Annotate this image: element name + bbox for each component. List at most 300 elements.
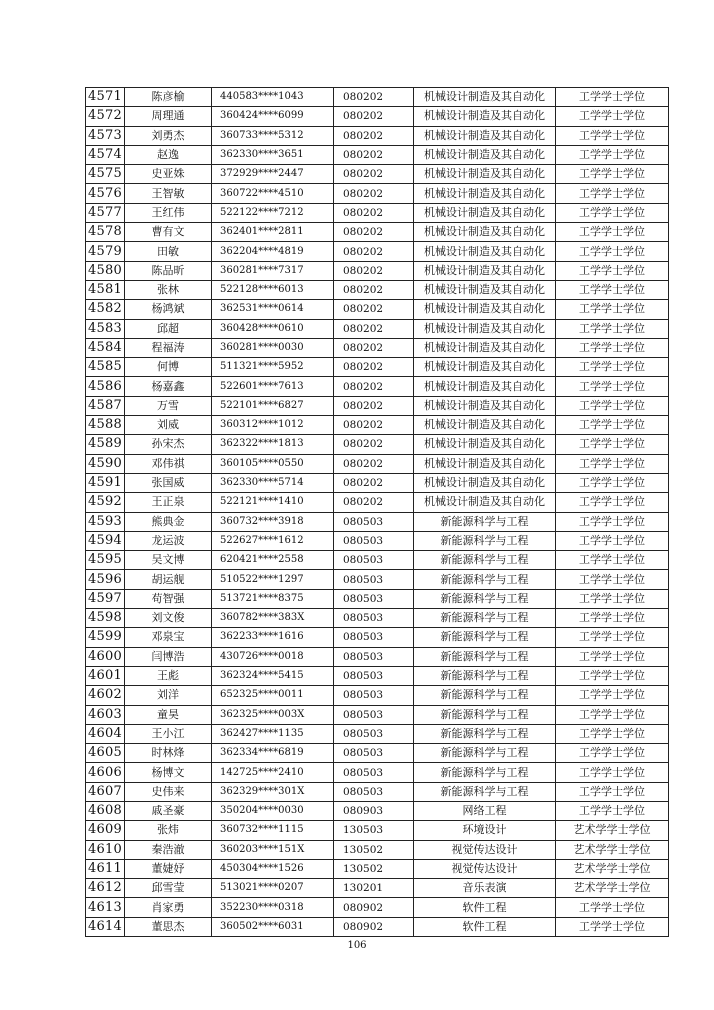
major-code: 080202 (334, 165, 414, 184)
degree-type: 工学学士学位 (556, 647, 669, 666)
student-name: 王红伟 (125, 203, 212, 222)
degree-type: 工学学士学位 (556, 261, 669, 280)
degree-type: 工学学士学位 (556, 763, 669, 782)
major-code: 080202 (334, 338, 414, 357)
student-name: 苟智强 (125, 589, 212, 608)
id-number: 362334****6819 (212, 744, 334, 763)
degree-type: 艺术学学士学位 (556, 840, 669, 859)
table-row (86, 377, 669, 396)
major-name: 新能源科学与工程 (414, 512, 556, 531)
major-code: 080202 (334, 454, 414, 473)
student-name: 龙运波 (125, 531, 212, 550)
major-code: 080202 (334, 223, 414, 242)
id-number: 360722****4510 (212, 184, 334, 203)
table-row (86, 88, 669, 107)
degree-type: 工学学士学位 (556, 512, 669, 531)
id-number: 440583****1043 (212, 88, 334, 107)
table-row (86, 724, 669, 743)
table-row (86, 165, 669, 184)
major-code: 080903 (334, 801, 414, 820)
major-name: 新能源科学与工程 (414, 531, 556, 550)
row-number: 4612 (86, 879, 125, 898)
row-number: 4571 (86, 88, 125, 107)
row-number: 4597 (86, 589, 125, 608)
degree-type: 工学学士学位 (556, 473, 669, 492)
student-name: 刘文俊 (125, 609, 212, 628)
table-row (86, 821, 669, 840)
id-number: 362329****301X (212, 782, 334, 801)
student-name: 邓泉宝 (125, 628, 212, 647)
degree-type: 工学学士学位 (556, 898, 669, 917)
table-row (86, 705, 669, 724)
row-number: 4598 (86, 609, 125, 628)
row-number: 4604 (86, 724, 125, 743)
major-code: 080202 (334, 377, 414, 396)
major-name: 新能源科学与工程 (414, 628, 556, 647)
major-name: 音乐表演 (414, 879, 556, 898)
table-row (86, 300, 669, 319)
major-name: 机械设计制造及其自动化 (414, 435, 556, 454)
major-code: 130201 (334, 879, 414, 898)
major-code: 080503 (334, 744, 414, 763)
major-name: 机械设计制造及其自动化 (414, 493, 556, 512)
major-name: 机械设计制造及其自动化 (414, 165, 556, 184)
degree-type: 工学学士学位 (556, 126, 669, 145)
major-code: 130502 (334, 859, 414, 878)
major-name: 机械设计制造及其自动化 (414, 203, 556, 222)
table-row (86, 184, 669, 203)
major-code: 130502 (334, 840, 414, 859)
major-name: 视觉传达设计 (414, 859, 556, 878)
row-number: 4596 (86, 570, 125, 589)
id-number: 362531****0614 (212, 300, 334, 319)
id-number: 522101****6827 (212, 396, 334, 415)
major-code: 080902 (334, 917, 414, 936)
row-number: 4585 (86, 358, 125, 377)
id-number: 360424****6099 (212, 107, 334, 126)
major-code: 080202 (334, 435, 414, 454)
table-body (86, 88, 669, 937)
degree-type: 工学学士学位 (556, 377, 669, 396)
degree-type: 工学学士学位 (556, 300, 669, 319)
major-code: 080202 (334, 203, 414, 222)
major-name: 新能源科学与工程 (414, 782, 556, 801)
student-name: 杨鸿斌 (125, 300, 212, 319)
major-code: 080503 (334, 512, 414, 531)
row-number: 4575 (86, 165, 125, 184)
degree-type: 工学学士学位 (556, 666, 669, 685)
id-number: 510522****1297 (212, 570, 334, 589)
row-number: 4576 (86, 184, 125, 203)
row-number: 4589 (86, 435, 125, 454)
major-code: 080202 (334, 145, 414, 164)
row-number: 4608 (86, 801, 125, 820)
degree-type: 工学学士学位 (556, 705, 669, 724)
student-name: 程福涛 (125, 338, 212, 357)
table-row (86, 435, 669, 454)
major-code: 080503 (334, 628, 414, 647)
major-code: 080202 (334, 261, 414, 280)
table-row (86, 396, 669, 415)
id-number: 362401****2811 (212, 223, 334, 242)
table-row (86, 551, 669, 570)
degree-type: 工学学士学位 (556, 589, 669, 608)
degree-type: 工学学士学位 (556, 107, 669, 126)
id-number: 522121****1410 (212, 493, 334, 512)
major-name: 机械设计制造及其自动化 (414, 358, 556, 377)
id-number: 362324****5415 (212, 666, 334, 685)
major-name: 新能源科学与工程 (414, 609, 556, 628)
row-number: 4591 (86, 473, 125, 492)
major-name: 机械设计制造及其自动化 (414, 280, 556, 299)
id-number: 362427****1135 (212, 724, 334, 743)
student-name: 刘勇杰 (125, 126, 212, 145)
major-name: 环境设计 (414, 821, 556, 840)
major-code: 080902 (334, 898, 414, 917)
table-row (86, 666, 669, 685)
major-name: 机械设计制造及其自动化 (414, 416, 556, 435)
id-number: 360732****1115 (212, 821, 334, 840)
id-number: 372929****2447 (212, 165, 334, 184)
degree-type: 工学学士学位 (556, 782, 669, 801)
student-name: 杨博文 (125, 763, 212, 782)
row-number: 4594 (86, 531, 125, 550)
major-name: 机械设计制造及其自动化 (414, 145, 556, 164)
id-number: 513021****0207 (212, 879, 334, 898)
table-row (86, 223, 669, 242)
major-name: 机械设计制造及其自动化 (414, 184, 556, 203)
student-name: 肖家勇 (125, 898, 212, 917)
row-number: 4579 (86, 242, 125, 261)
student-name: 时林烽 (125, 744, 212, 763)
student-name: 胡运舰 (125, 570, 212, 589)
major-code: 080503 (334, 705, 414, 724)
id-number: 350204****0030 (212, 801, 334, 820)
degree-type: 工学学士学位 (556, 454, 669, 473)
student-name: 曹有文 (125, 223, 212, 242)
row-number: 4587 (86, 396, 125, 415)
row-number: 4600 (86, 647, 125, 666)
degree-type: 工学学士学位 (556, 165, 669, 184)
id-number: 362330****3651 (212, 145, 334, 164)
major-name: 机械设计制造及其自动化 (414, 338, 556, 357)
table-row (86, 242, 669, 261)
row-number: 4601 (86, 666, 125, 685)
id-number: 360281****0030 (212, 338, 334, 357)
major-name: 机械设计制造及其自动化 (414, 377, 556, 396)
degree-type: 工学学士学位 (556, 609, 669, 628)
id-number: 430726****0018 (212, 647, 334, 666)
major-code: 080503 (334, 647, 414, 666)
student-name: 闫博浩 (125, 647, 212, 666)
row-number: 4606 (86, 763, 125, 782)
degree-type: 工学学士学位 (556, 319, 669, 338)
id-number: 511321****5952 (212, 358, 334, 377)
id-number: 652325****0011 (212, 686, 334, 705)
major-name: 网络工程 (414, 801, 556, 820)
row-number: 4610 (86, 840, 125, 859)
major-code: 080503 (334, 570, 414, 589)
major-name: 新能源科学与工程 (414, 570, 556, 589)
id-number: 620421****2558 (212, 551, 334, 570)
major-code: 080503 (334, 609, 414, 628)
table-row (86, 801, 669, 820)
student-name: 刘洋 (125, 686, 212, 705)
degree-type: 工学学士学位 (556, 338, 669, 357)
student-name: 史伟来 (125, 782, 212, 801)
table-row (86, 261, 669, 280)
degree-type: 工学学士学位 (556, 242, 669, 261)
table-row (86, 570, 669, 589)
row-number: 4611 (86, 859, 125, 878)
id-number: 360312****1012 (212, 416, 334, 435)
major-code: 080503 (334, 589, 414, 608)
major-name: 软件工程 (414, 898, 556, 917)
table-row (86, 628, 669, 647)
major-code: 080202 (334, 300, 414, 319)
table-row (86, 840, 669, 859)
degree-type: 工学学士学位 (556, 744, 669, 763)
degree-type: 艺术学学士学位 (556, 821, 669, 840)
student-name: 王正泉 (125, 493, 212, 512)
row-number: 4577 (86, 203, 125, 222)
table-row (86, 686, 669, 705)
degree-type: 工学学士学位 (556, 184, 669, 203)
id-number: 522601****7613 (212, 377, 334, 396)
major-name: 机械设计制造及其自动化 (414, 300, 556, 319)
table-row (86, 473, 669, 492)
major-name: 机械设计制造及其自动化 (414, 126, 556, 145)
row-number: 4582 (86, 300, 125, 319)
row-number: 4593 (86, 512, 125, 531)
table-row (86, 203, 669, 222)
student-name: 王小江 (125, 724, 212, 743)
student-name: 赵逸 (125, 145, 212, 164)
student-name: 何博 (125, 358, 212, 377)
table-row (86, 609, 669, 628)
student-name: 邓伟祺 (125, 454, 212, 473)
degree-type: 工学学士学位 (556, 280, 669, 299)
table-row (86, 493, 669, 512)
degree-type: 艺术学学士学位 (556, 859, 669, 878)
student-name: 万雪 (125, 396, 212, 415)
student-name: 田敏 (125, 242, 212, 261)
id-number: 360281****7317 (212, 261, 334, 280)
degree-type: 工学学士学位 (556, 531, 669, 550)
degree-type: 工学学士学位 (556, 358, 669, 377)
row-number: 4581 (86, 280, 125, 299)
degree-type: 工学学士学位 (556, 628, 669, 647)
major-code: 080202 (334, 126, 414, 145)
id-number: 360105****0550 (212, 454, 334, 473)
major-code: 080202 (334, 396, 414, 415)
row-number: 4592 (86, 493, 125, 512)
row-number: 4588 (86, 416, 125, 435)
major-code: 080202 (334, 88, 414, 107)
degree-type: 工学学士学位 (556, 223, 669, 242)
degree-type: 工学学士学位 (556, 917, 669, 936)
student-name: 张国威 (125, 473, 212, 492)
id-number: 362322****1813 (212, 435, 334, 454)
student-name: 史亚姝 (125, 165, 212, 184)
major-code: 080202 (334, 107, 414, 126)
degree-type: 工学学士学位 (556, 570, 669, 589)
id-number: 522627****1612 (212, 531, 334, 550)
table-row (86, 763, 669, 782)
table-row (86, 454, 669, 473)
student-name: 吴文博 (125, 551, 212, 570)
table-row (86, 859, 669, 878)
row-number: 4605 (86, 744, 125, 763)
row-number: 4573 (86, 126, 125, 145)
table-row (86, 145, 669, 164)
id-number: 360203****151X (212, 840, 334, 859)
id-number: 362325****003X (212, 705, 334, 724)
student-name: 周理通 (125, 107, 212, 126)
student-name: 张炜 (125, 821, 212, 840)
major-code: 080503 (334, 666, 414, 685)
id-number: 522122****7212 (212, 203, 334, 222)
table-row (86, 647, 669, 666)
table-row (86, 917, 669, 936)
row-number: 4607 (86, 782, 125, 801)
major-code: 080503 (334, 724, 414, 743)
degree-type: 工学学士学位 (556, 493, 669, 512)
degree-type: 工学学士学位 (556, 145, 669, 164)
table-row (86, 358, 669, 377)
major-code: 080503 (334, 763, 414, 782)
student-name: 董婕妤 (125, 859, 212, 878)
degree-type: 工学学士学位 (556, 551, 669, 570)
table-row (86, 338, 669, 357)
student-name: 杨嘉鑫 (125, 377, 212, 396)
student-name: 邱超 (125, 319, 212, 338)
table-row (86, 898, 669, 917)
id-number: 522128****6013 (212, 280, 334, 299)
student-name: 童昊 (125, 705, 212, 724)
id-number: 362204****4819 (212, 242, 334, 261)
row-number: 4583 (86, 319, 125, 338)
degree-type: 工学学士学位 (556, 801, 669, 820)
table-row (86, 879, 669, 898)
table-row (86, 319, 669, 338)
major-name: 机械设计制造及其自动化 (414, 242, 556, 261)
table-row (86, 280, 669, 299)
row-number: 4613 (86, 898, 125, 917)
degree-type: 工学学士学位 (556, 724, 669, 743)
row-number: 4609 (86, 821, 125, 840)
id-number: 352230****0318 (212, 898, 334, 917)
major-code: 080202 (334, 473, 414, 492)
major-name: 新能源科学与工程 (414, 589, 556, 608)
table-row (86, 126, 669, 145)
degree-type: 工学学士学位 (556, 416, 669, 435)
row-number: 4584 (86, 338, 125, 357)
row-number: 4572 (86, 107, 125, 126)
major-name: 新能源科学与工程 (414, 705, 556, 724)
row-number: 4578 (86, 223, 125, 242)
major-code: 130503 (334, 821, 414, 840)
table-row (86, 782, 669, 801)
major-name: 新能源科学与工程 (414, 724, 556, 743)
id-number: 360782****383X (212, 609, 334, 628)
student-name: 秦浩澈 (125, 840, 212, 859)
page-number: 106 (347, 940, 367, 951)
id-number: 360733****5312 (212, 126, 334, 145)
major-name: 软件工程 (414, 917, 556, 936)
major-name: 机械设计制造及其自动化 (414, 223, 556, 242)
major-name: 机械设计制造及其自动化 (414, 454, 556, 473)
student-name: 王彪 (125, 666, 212, 685)
student-name: 陈品昕 (125, 261, 212, 280)
major-code: 080202 (334, 280, 414, 299)
major-code: 080503 (334, 551, 414, 570)
id-number: 142725****2410 (212, 763, 334, 782)
student-name: 刘威 (125, 416, 212, 435)
major-name: 机械设计制造及其自动化 (414, 396, 556, 415)
row-number: 4595 (86, 551, 125, 570)
major-code: 080503 (334, 531, 414, 550)
student-name: 戚圣豪 (125, 801, 212, 820)
major-name: 机械设计制造及其自动化 (414, 261, 556, 280)
major-name: 新能源科学与工程 (414, 666, 556, 685)
id-number: 362233****1616 (212, 628, 334, 647)
row-number: 4574 (86, 145, 125, 164)
major-code: 080202 (334, 358, 414, 377)
major-name: 新能源科学与工程 (414, 763, 556, 782)
degree-type: 工学学士学位 (556, 88, 669, 107)
degree-type: 工学学士学位 (556, 396, 669, 415)
row-number: 4586 (86, 377, 125, 396)
table-row (86, 107, 669, 126)
student-name: 熊典金 (125, 512, 212, 531)
major-name: 新能源科学与工程 (414, 647, 556, 666)
major-code: 080202 (334, 493, 414, 512)
id-number: 360428****0610 (212, 319, 334, 338)
major-name: 机械设计制造及其自动化 (414, 88, 556, 107)
row-number: 4603 (86, 705, 125, 724)
id-number: 362330****5714 (212, 473, 334, 492)
student-name: 张林 (125, 280, 212, 299)
degree-type: 工学学士学位 (556, 435, 669, 454)
student-name: 邱雪莹 (125, 879, 212, 898)
major-name: 机械设计制造及其自动化 (414, 473, 556, 492)
major-code: 080202 (334, 416, 414, 435)
table-row (86, 589, 669, 608)
degree-type: 工学学士学位 (556, 686, 669, 705)
row-number: 4599 (86, 628, 125, 647)
row-number: 4590 (86, 454, 125, 473)
id-number: 360502****6031 (212, 917, 334, 936)
id-number: 450304****1526 (212, 859, 334, 878)
major-name: 新能源科学与工程 (414, 551, 556, 570)
student-name: 董思杰 (125, 917, 212, 936)
major-code: 080503 (334, 686, 414, 705)
degree-list-table (85, 87, 669, 937)
major-name: 新能源科学与工程 (414, 744, 556, 763)
major-name: 视觉传达设计 (414, 840, 556, 859)
table-row (86, 416, 669, 435)
major-name: 新能源科学与工程 (414, 686, 556, 705)
student-name: 陈彦榆 (125, 88, 212, 107)
major-code: 080202 (334, 319, 414, 338)
row-number: 4580 (86, 261, 125, 280)
major-code: 080202 (334, 242, 414, 261)
table-row (86, 744, 669, 763)
id-number: 513721****8375 (212, 589, 334, 608)
table-row (86, 512, 669, 531)
student-name: 孙宋杰 (125, 435, 212, 454)
